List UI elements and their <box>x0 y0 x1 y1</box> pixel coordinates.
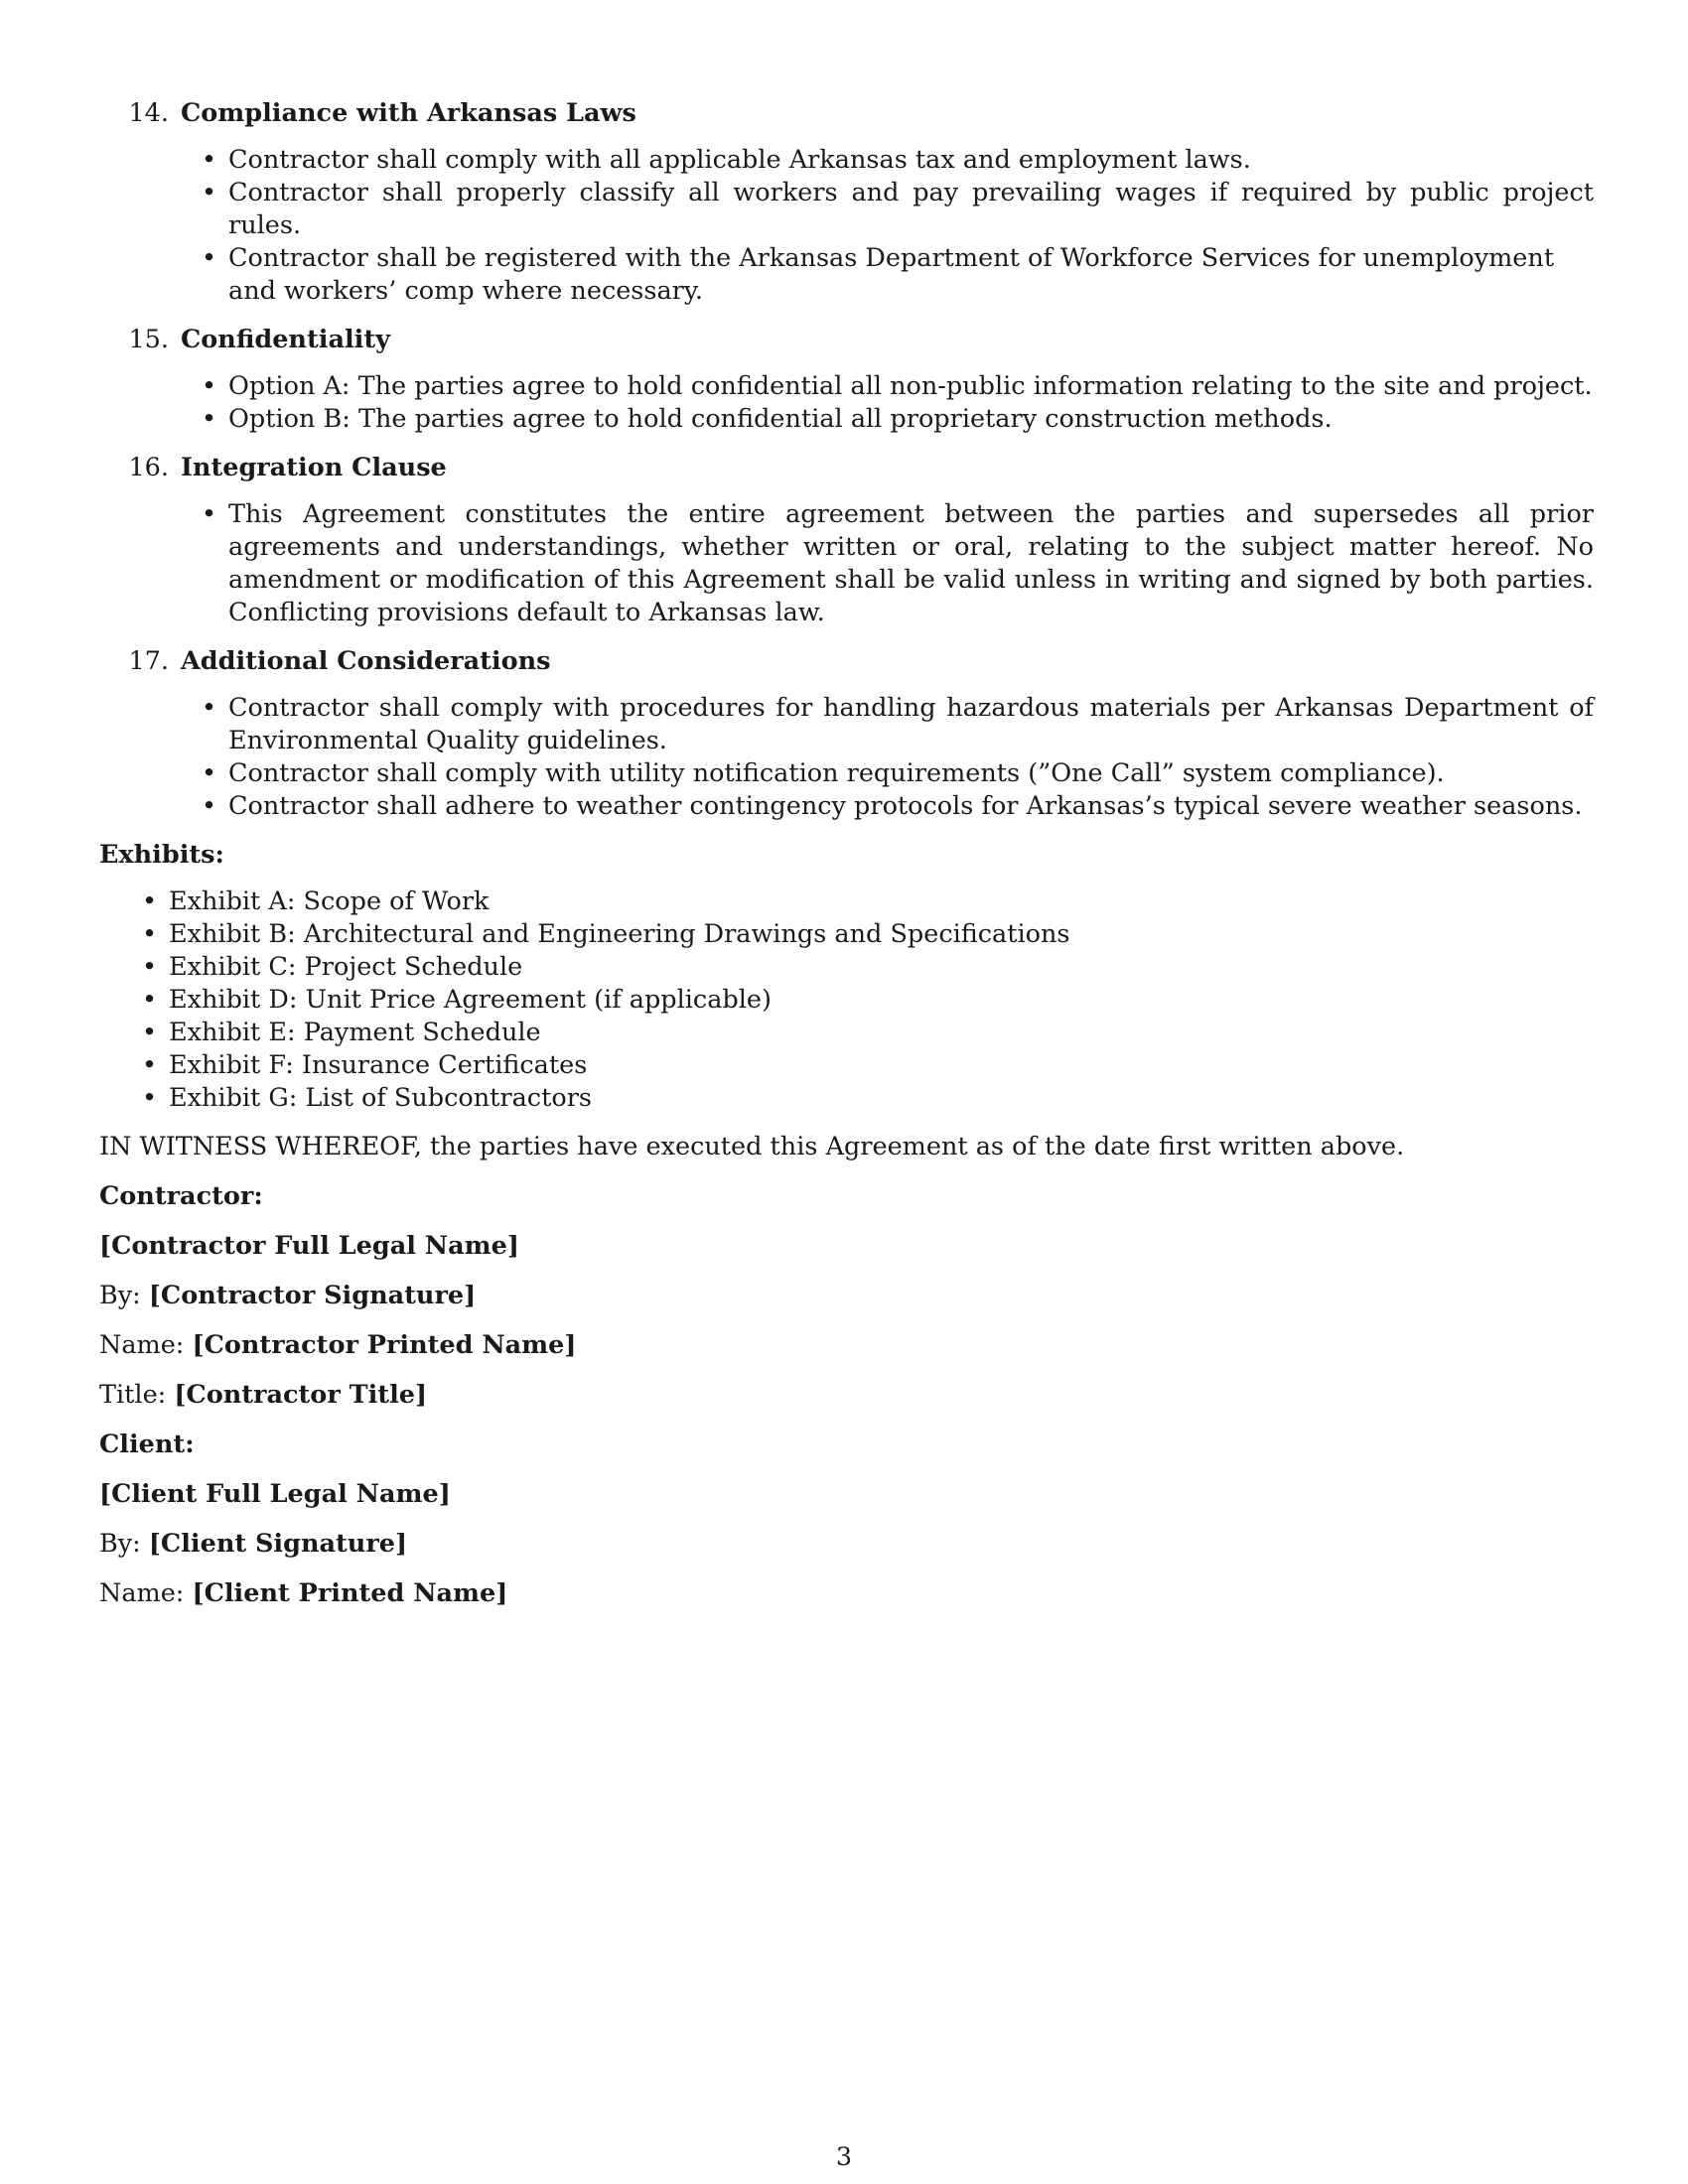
section-number: 14. <box>128 98 169 128</box>
bullet-list <box>99 370 1594 436</box>
list-item: • Contractor shall properly classify all workers and pay prevailing wages if required by public project rules. <box>228 177 1594 242</box>
list-item: • Contractor shall comply with utility notification requirements (”One Call” system compliance). <box>228 757 1594 790</box>
section-number: 17. <box>128 646 169 676</box>
contractor-signature-line <box>99 1280 1594 1312</box>
exhibit-item: • Exhibit A: Scope of Work <box>169 886 1594 918</box>
list-item: • This Agreement constitutes the entire agreement between the parties and supersedes all prior agreements and understandings, whether written or oral, relating to the subject matter hereof. No amendment or modification of this Agreement shall be valid unless in writing and signed by both parties. Conflicting provisions default to Arkansas law. <box>228 498 1594 629</box>
list-item: • Option B: The parties agree to hold confidential all proprietary construction methods. <box>228 403 1594 436</box>
contractor-full-name-value: [Contractor Full Legal Name] <box>99 1231 519 1261</box>
exhibit-item: • Exhibit F: Insurance Certificates <box>169 1049 1594 1082</box>
exhibit-item: • Exhibit E: Payment Schedule <box>169 1017 1594 1049</box>
name-label: Name: <box>99 1578 185 1608</box>
section-heading <box>99 645 1594 678</box>
title-label: Title: <box>99 1380 167 1410</box>
list-item: • Option A: The parties agree to hold confidential all non-public information relating to the site and project. <box>228 370 1594 403</box>
client-printed-name: [Client Printed Name] <box>192 1578 508 1608</box>
contractor-printed-name: [Contractor Printed Name] <box>192 1330 577 1360</box>
contractor-heading: Contractor: <box>99 1181 263 1211</box>
section-title: Confidentiality <box>181 325 390 354</box>
list-item: • Contractor shall be registered with the Arkansas Department of Workforce Services for unemployment and workers’ comp where necessary. <box>228 242 1594 308</box>
bullet-list <box>99 692 1594 823</box>
section-heading <box>99 452 1594 484</box>
contractor-title: [Contractor Title] <box>174 1380 428 1410</box>
section-17 <box>99 645 1594 823</box>
exhibit-item: • Exhibit C: Project Schedule <box>169 951 1594 984</box>
list-item: • Contractor shall comply with procedures for handling hazardous materials per Arkansas Department of Environmental Quality guidelines. <box>228 692 1594 757</box>
section-14 <box>99 97 1594 308</box>
section-title: Compliance with Arkansas Laws <box>181 98 636 128</box>
exhibit-item: • Exhibit G: List of Subcontractors <box>169 1082 1594 1115</box>
name-label: Name: <box>99 1330 185 1360</box>
client-heading: Client: <box>99 1430 195 1459</box>
exhibits-heading: Exhibits: <box>99 840 224 870</box>
contractor-full-name <box>99 1230 1594 1263</box>
section-heading <box>99 324 1594 356</box>
bullet-list <box>99 498 1594 629</box>
section-heading <box>99 97 1594 130</box>
section-15 <box>99 324 1594 436</box>
by-label: By: <box>99 1529 141 1559</box>
bullet-list <box>99 144 1594 308</box>
client-signature: [Client Signature] <box>148 1529 408 1559</box>
list-item: • Contractor shall comply with all applicable Arkansas tax and employment laws. <box>228 144 1594 177</box>
by-label: By: <box>99 1281 141 1310</box>
section-number: 16. <box>128 453 169 482</box>
exhibit-item: • Exhibit D: Unit Price Agreement (if applicable) <box>169 984 1594 1017</box>
page-number: 3 <box>835 2142 853 2172</box>
exhibits-list <box>99 886 1594 1115</box>
contractor-signature: [Contractor Signature] <box>148 1281 477 1310</box>
client-full-name <box>99 1478 1594 1511</box>
document-page <box>99 97 1594 1627</box>
section-title: Additional Considerations <box>181 646 551 676</box>
witness-statement: IN WITNESS WHEREOF, the parties have executed this Agreement as of the date first written above. <box>99 1132 1405 1161</box>
section-16 <box>99 452 1594 629</box>
section-number: 15. <box>128 325 169 354</box>
contractor-title-line <box>99 1379 1594 1412</box>
section-title: Integration Clause <box>181 453 447 482</box>
client-full-name-value: [Client Full Legal Name] <box>99 1479 451 1509</box>
client-signature-line <box>99 1528 1594 1561</box>
client-name-line <box>99 1577 1594 1610</box>
contractor-name-line <box>99 1329 1594 1362</box>
exhibit-item: • Exhibit B: Architectural and Engineering Drawings and Specifications <box>169 918 1594 951</box>
list-item: • Contractor shall adhere to weather contingency protocols for Arkansas’s typical severe weather seasons. <box>228 790 1594 823</box>
